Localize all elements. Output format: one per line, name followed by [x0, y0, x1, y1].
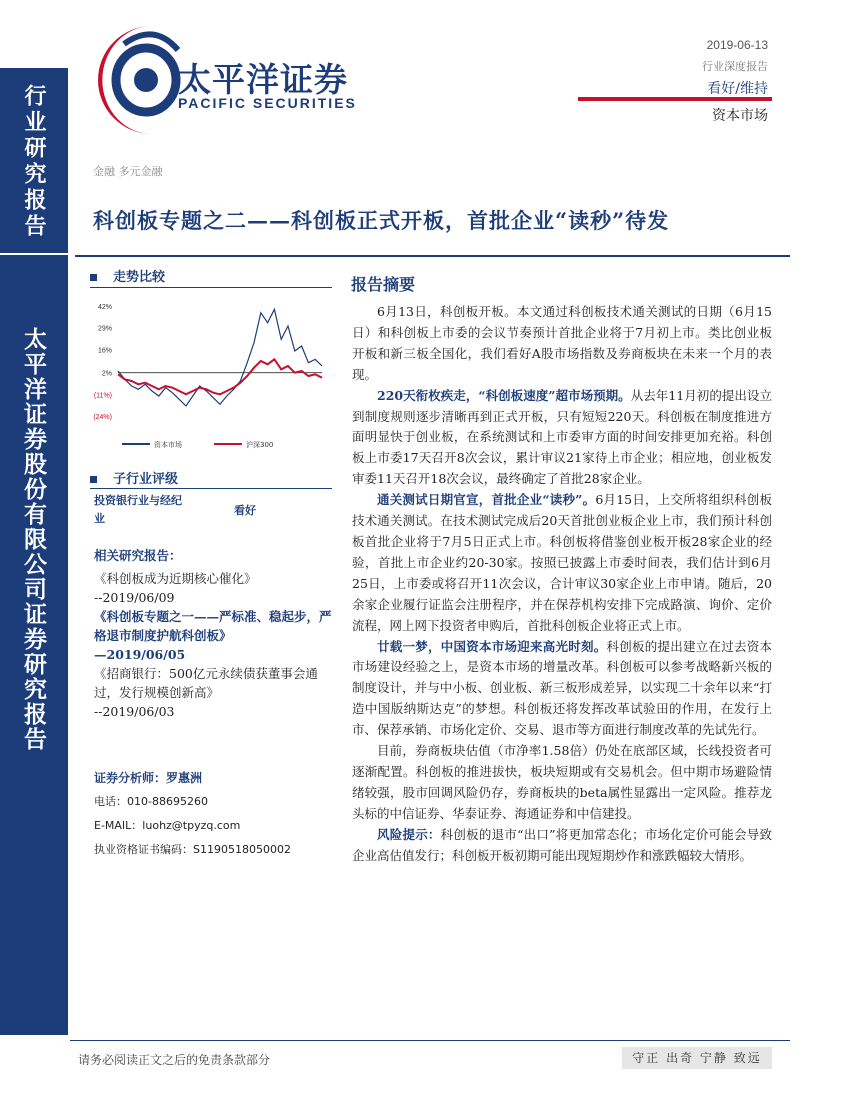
- footer-divider: [70, 1040, 790, 1041]
- footer-disclaimer: 请务必阅读正文之后的免责条款部分: [78, 1053, 271, 1067]
- sidebar-bottom-band: [0, 255, 68, 1035]
- sidebar-top-text: 行业研究报告: [21, 84, 47, 240]
- report-date: 2019-06-13: [706, 38, 768, 52]
- abstract-p3-lead: 通关测试日期官宣，首批企业“读秒”。: [377, 492, 596, 508]
- analyst-name: 证券分析师：罗惠洲: [94, 771, 203, 785]
- abstract-p3-text: 6月15日，上交所将组织科创板技术通关测试。在技术测试完成后20天首批创业板企业上市，我们预计科创板首批企业将于7月5日正式上市。科创板将借鉴创业板开板28家企业的经验，首批上市企业约20-30家。按照已披露上市委时间表，我们估计到6月25日，上市委或将召开11次会议，合计审议30家企业上市申请。随后，20余家企业履行证监会注册程序，并在保荐机构安排下完成路演、询价、定价流程，网上网下投资者申购后，首批科创板企业将正式上市。: [352, 492, 773, 633]
- related-item-3-title: 《招商银行：500亿元永续债获董事会通过，发行规模创新高》: [94, 666, 318, 700]
- report-type: 行业深度报告: [702, 60, 768, 73]
- square-bullet-icon: [90, 476, 97, 483]
- related-item-1-date: --2019/06/09: [94, 590, 175, 605]
- related-item-1-title: 《科创板成为近期核心催化》: [94, 571, 257, 586]
- chart-legend-label-2: 沪深300: [246, 441, 274, 449]
- chart-y-tick-label: (11%): [93, 392, 112, 400]
- trend-chart: [86, 296, 332, 454]
- analyst-cert: 执业资格证书编码：S1190518050002: [94, 843, 291, 856]
- logo-name-cn: 太平洋证券: [178, 60, 348, 99]
- chart-series-line-2: [118, 359, 322, 394]
- abstract-paragraph-5: 目前，券商板块估值（市净率1.58倍）仍处在底部区域，长线投资者可逐渐配置。科创板的推进拔快，板块短期或有交易机会。但中期市场避险情绪较强，股市回调风险仍存，券商板块的beta属性显露出一定风险。推荐龙头标的中信证券、华泰证券、海通证券和中信建投。: [352, 743, 772, 821]
- abstract-paragraph-3: [352, 490, 772, 636]
- abstract-p6-lead: 风险提示：: [377, 826, 441, 842]
- report-rating: 看好/维持: [707, 81, 768, 97]
- abstract-p6-text: 科创板的退市“出口”将更加常态化；市场化定价可能会导致企业高估值发行；科创板开板初期可能出现短期炒作和涨跌幅较大情形。: [352, 826, 772, 863]
- sub-industry-divider: [90, 488, 332, 489]
- square-bullet-icon: [90, 274, 97, 281]
- trend-divider: [90, 287, 332, 288]
- chart-y-tick-label: 2%: [101, 370, 112, 378]
- industry-name: 投资银行业与经纪业: [94, 494, 182, 525]
- related-item-3-date: --2019/06/03: [94, 704, 175, 719]
- abstract-p4-text: 科创板的提出建立在过去资本市场建设经验之上，是资本市场的增量改革。科创板可以参考战略新兴板的制度设计，并与中小板、创业板、新三板形成差异，以实现二十余年以来“打造中国版纳斯达克”的梦想。科创板还将发挥改革试验田的作用，在发行上市、保荐承销、市场化定价、交易、退市等方面进行制度改革的先试先行。: [352, 638, 772, 738]
- logo-dot: [134, 68, 158, 92]
- abstract-paragraph-2: [352, 386, 772, 491]
- footer-motto: 守正 出奇 宁静 致远: [622, 1047, 772, 1069]
- chart-y-tick-label: 42%: [97, 304, 112, 311]
- related-item-2-date: —2019/06/05: [94, 647, 186, 662]
- chart-y-tick-label: (24%): [93, 414, 112, 421]
- abstract-paragraph-6: [352, 825, 772, 867]
- analyst-info: [94, 766, 334, 862]
- title-divider: [75, 255, 790, 257]
- header-accent-line: [578, 97, 772, 101]
- abstract-paragraph-4: [352, 637, 772, 742]
- abstract-paragraph-1: 6月13日，科创板开板。本文通过科创板技术通关测试的日期（6月15日）和科创板上市委的会议节奏预计首批企业将于7月初上市。类比创业板开板和新三板全国化，我们看好A股市场指数及券商板块在未来一个月的表现。: [352, 304, 772, 382]
- chart-y-tick-label: 29%: [97, 325, 112, 333]
- report-category: 金融 多元金融: [93, 165, 163, 178]
- report-sector: 资本市场: [712, 108, 768, 124]
- sub-industry-rating-row: [94, 492, 334, 528]
- industry-rating: 看好: [234, 504, 256, 517]
- related-reports: [94, 546, 334, 721]
- logo-name-en: PACIFIC SECURITIES: [178, 95, 357, 111]
- chart-series-line-1: [118, 309, 322, 406]
- abstract-p2-text: 从去年11月初的提出设立到制度规则逐步清晰再到正式开板，只有短短220天。科创板在制度推进方面明显快于创业板，在系统测试和上市委审方面的时间安排更加充裕。科创板上市委17天召开8次会议，累计审议21家待上市企业；相应地，创业板发审委11天召开18次会议，最终确定了首批28家企业。: [352, 387, 772, 487]
- abstract-p4-lead: 廿载一梦，中国资本市场迎来高光时刻。: [377, 638, 607, 654]
- related-heading: 相关研究报告：: [94, 548, 182, 563]
- abstract-title: 报告摘要: [351, 275, 416, 294]
- related-item-2-title: 《科创板专题之一——严标准、稳起步，严格退市制度护航科创板》: [94, 609, 332, 643]
- chart-legend-label-1: 资本市场: [154, 441, 182, 449]
- sidebar-bottom-text: 太平洋证券股份有限公司证券研究报告: [20, 327, 47, 752]
- trend-heading-text: 走势比较: [113, 270, 166, 285]
- analyst-phone: 电话：010-88695260: [94, 795, 208, 808]
- page-title: 科创板专题之二——科创板正式开板，首批企业“读秒”待发: [93, 208, 670, 233]
- sub-industry-heading-text: 子行业评级: [113, 472, 179, 487]
- analyst-email: E-MAIL：luohz@tpyzq.com: [94, 819, 241, 832]
- abstract-body: [352, 302, 772, 866]
- chart-y-tick-label: 16%: [97, 347, 112, 355]
- sidebar-top-band: [0, 68, 68, 253]
- sub-industry-heading: [90, 468, 178, 487]
- abstract-p2-lead: 220天衔枚疾走，“科创板速度”超市场预期。: [377, 387, 631, 403]
- trend-heading: [90, 266, 165, 285]
